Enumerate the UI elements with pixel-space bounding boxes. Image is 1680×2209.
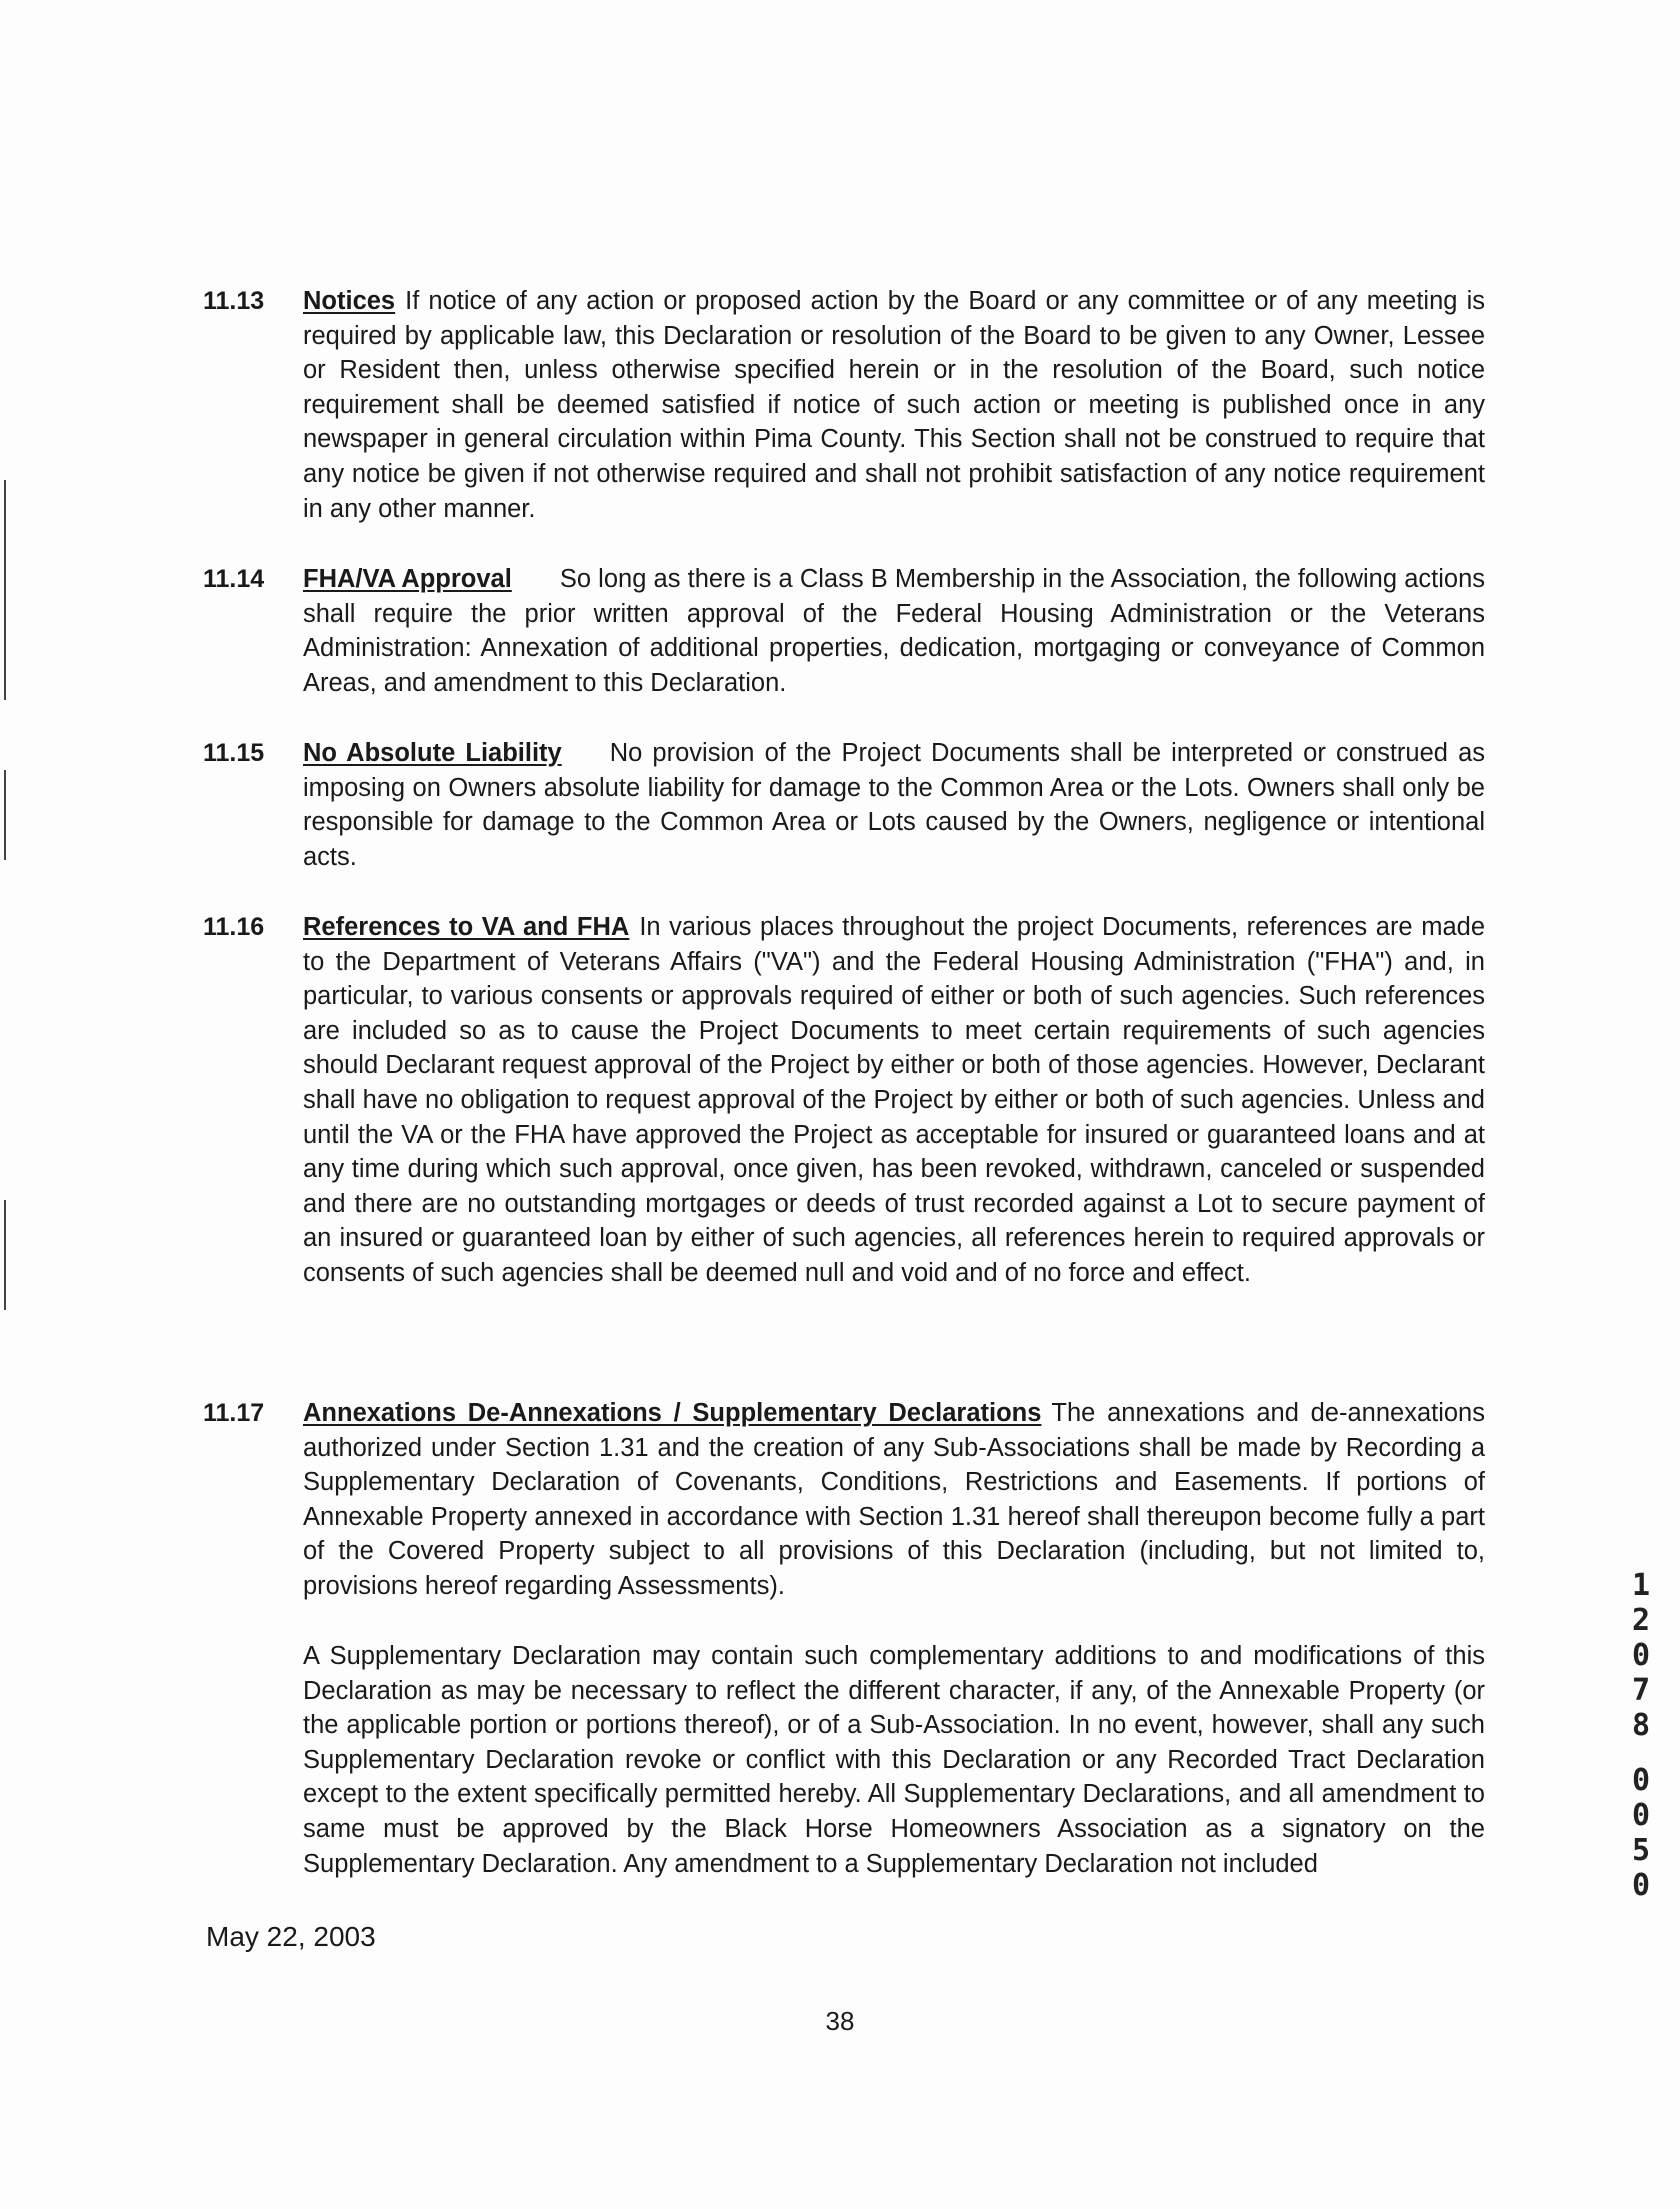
stamp-digit: 0	[1631, 1798, 1651, 1833]
section-number: 11.14	[203, 565, 265, 593]
stamp-digit: 5	[1631, 1833, 1651, 1868]
margin-mark	[4, 770, 6, 860]
stamp-digit: 8	[1631, 1708, 1651, 1743]
section-heading: Notices	[303, 287, 396, 315]
section-text: The annexations and de-annexations authorized under Section 1.31 and the creation of any Sub-Associations shall be made by Recording a Supplementary Declaration of Covenants, Conditions, Restrictions and Easements. If portions of Annexable Property annexed in accordance with Section 1.31 hereof shall thereupon become fully a part of the Covered Property subject to all provisions of this Declaration (including, but not limited to, provisions hereof regarding Assessments).	[303, 1399, 1485, 1600]
section-body	[303, 736, 1485, 874]
stamp-digit: 0	[1631, 1763, 1651, 1798]
recording-stamp	[1628, 1568, 1654, 1903]
section-heading: References to VA and FHA	[303, 913, 630, 941]
margin-mark	[4, 1200, 6, 1310]
stamp-gap	[1628, 1743, 1654, 1763]
section-heading: FHA/VA Approval	[303, 565, 512, 593]
section-body	[303, 562, 1485, 700]
section-text: No provision of the Project Documents shall be interpreted or construed as imposing on Owners absolute liability for damage to the Common Area or the Lots. Owners shall only be responsible for damage to the Common Area or Lots caused by the Owners, negligence or intentional acts.	[303, 739, 1485, 871]
section-body	[303, 910, 1485, 1291]
stamp-digit: 7	[1631, 1673, 1651, 1708]
section-heading: No Absolute Liability	[303, 739, 562, 767]
section-number: 11.16	[203, 913, 265, 941]
stamp-digit: 2	[1631, 1603, 1651, 1638]
stamp-digit: 0	[1631, 1638, 1651, 1673]
section-continuation: A Supplementary Declaration may contain such complementary additions to and modifications of this Declaration as may be necessary to reflect the different character, if any, of the Annexable Property (or the applicable portion or portions thereof), or of a Sub-Association. In no event, however, shall any such Supplementary Declaration revoke or conflict with this Declaration or any Recorded Tract Declaration except to the extent specifically permitted hereby. All Supplementary Declarations, and all amendment to same must be approved by the Black Horse Homeowners Association as a signatory on the Supplementary Declaration. Any amendment to a Supplementary Declaration not included	[303, 1642, 1485, 1878]
section-body	[303, 284, 1485, 526]
section-number: 11.17	[203, 1399, 265, 1427]
section-number: 11.15	[203, 739, 265, 767]
section-heading: Annexations De-Annexations / Supplementary Declarations	[303, 1399, 1042, 1427]
section-text: In various places throughout the project Documents, references are made to the Department of Veterans Affairs ("VA") and the Federal Housing Administration ("FHA") and, in particular, to various consents or approvals required of either or both of such agencies. Such references are included so as to cause the Project Documents to meet certain requirements of such agencies should Declarant request approval of the Project by either or both of those agencies. However, Declarant shall have no obligation to request approval of the Project by either or both of such agencies. Unless and until the VA or the FHA have approved the Project as acceptable for insured or guaranteed loans and at any time during which such approval, once given, has been revoked, withdrawn, canceled or suspended and there are no outstanding mortgages or deeds of trust recorded against a Lot to secure payment of an insured or guaranteed loan by either of such agencies, all references herein to required approvals or consents of such agencies shall be deemed null and void and of no force and effect.	[303, 913, 1486, 1287]
margin-mark	[4, 480, 6, 700]
stamp-digit: 1	[1631, 1568, 1651, 1603]
section-text: If notice of any action or proposed action by the Board or any committee or of any meeting is required by applicable law, this Declaration or resolution of the Board to be given to any Owner, Lessee or Resident then, unless otherwise specified herein or in the resolution of the Board, such notice requirement shall be deemed satisfied if notice of such action or meeting is published once in any newspaper in general circulation within Pima County. This Section shall not be construed to require that any notice be given if not otherwise required and shall not prohibit satisfaction of any notice requirement in any other manner.	[303, 287, 1485, 523]
document-date: May 22, 2003	[206, 1921, 376, 1952]
section-body	[303, 1396, 1485, 1604]
page-number: 38	[825, 2006, 855, 2036]
section-text: So long as there is a Class B Membership in the Association, the following actions shall require the prior written approval of the Federal Housing Administration or the Veterans Administration: Annexation of additional properties, dedication, mortgaging or conveyance of Common Areas, and amendment to this Declaration.	[303, 565, 1485, 697]
section-number: 11.13	[203, 287, 265, 315]
stamp-digit: 0	[1631, 1868, 1651, 1903]
